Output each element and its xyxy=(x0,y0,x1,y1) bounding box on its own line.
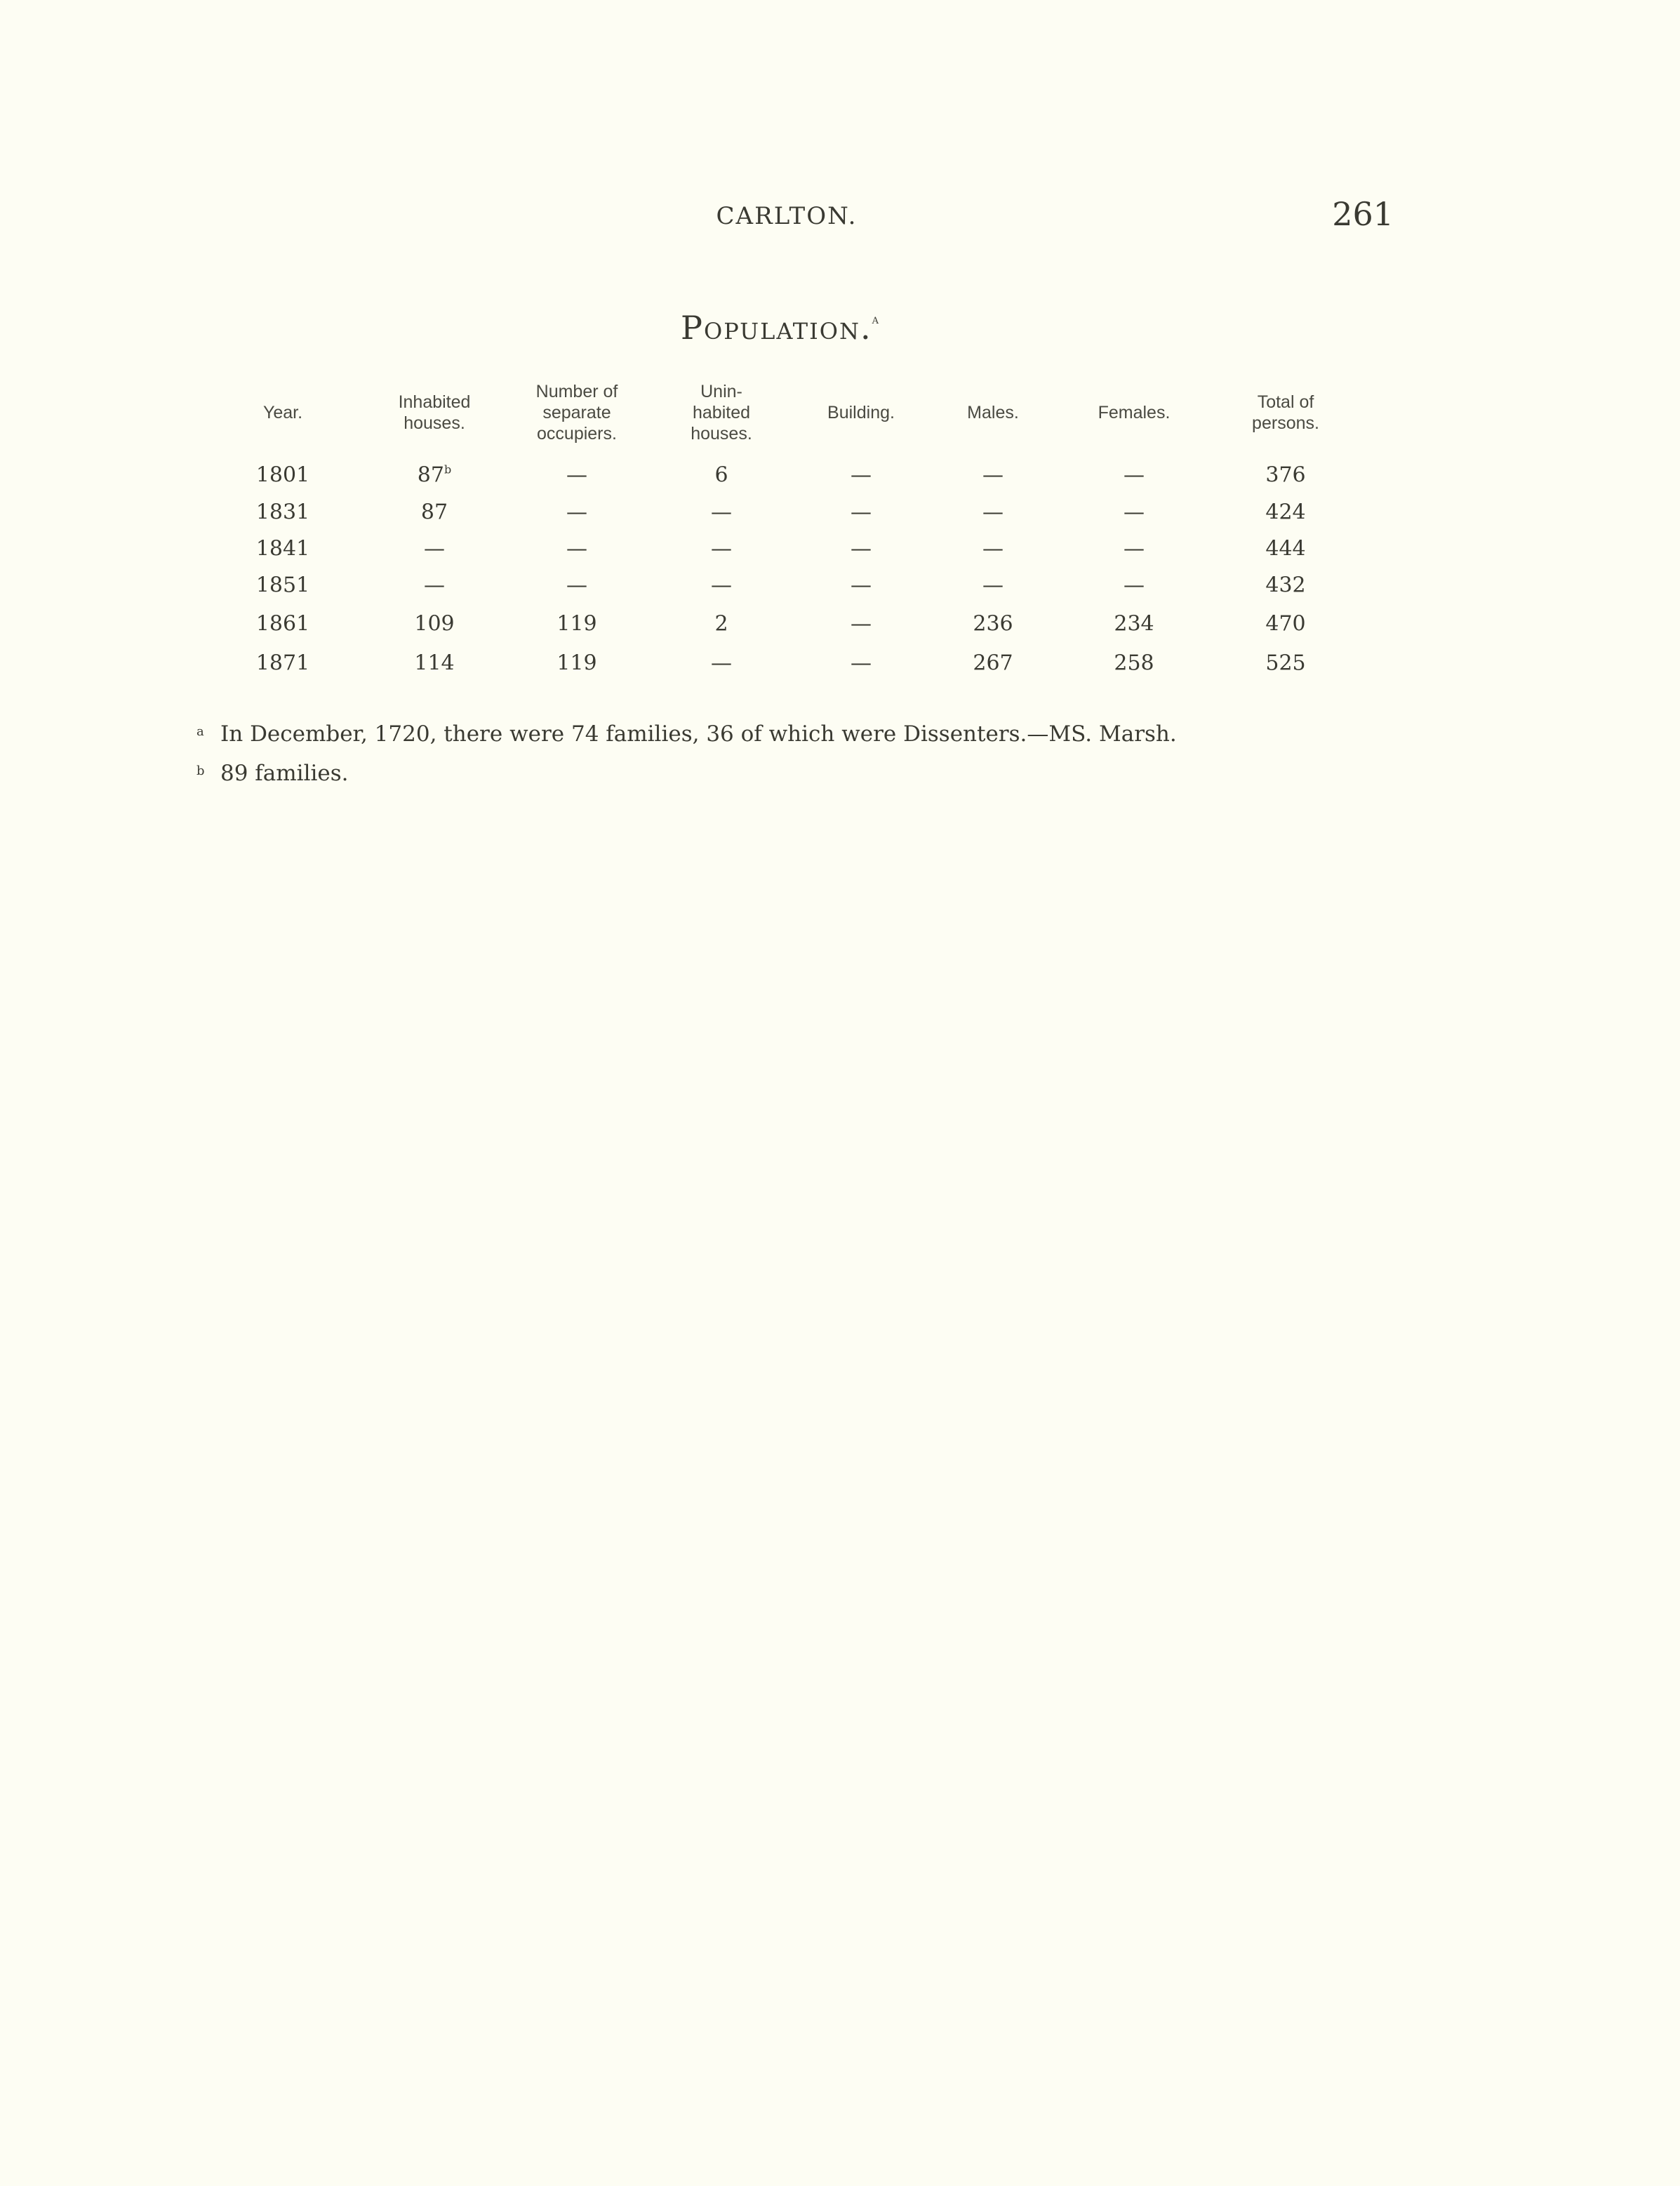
table-cell: — xyxy=(711,573,732,598)
table-cell: 87 xyxy=(420,500,448,525)
table-cell: — xyxy=(982,536,1004,561)
footnote-b: 89 families. xyxy=(220,761,349,786)
title-footnote-mark: a xyxy=(872,312,880,327)
table-cell: — xyxy=(1124,500,1145,525)
column-header: Females. xyxy=(1098,403,1171,422)
table-title-text: Population. xyxy=(681,309,872,347)
table-cell: — xyxy=(1124,573,1145,598)
table-cell: — xyxy=(1124,536,1145,561)
page-number: 261 xyxy=(1332,195,1394,233)
table-cell: 87$^b$ xyxy=(417,462,452,488)
table-cell: — xyxy=(566,573,587,598)
column-header: Unin- habited houses. xyxy=(691,382,752,444)
table-cell: 234 xyxy=(1114,611,1154,637)
table-cell: 424 xyxy=(1265,500,1306,525)
column-header: Inhabited houses. xyxy=(398,392,471,433)
table-cell: — xyxy=(566,462,587,488)
table-cell: — xyxy=(424,536,445,561)
column-header: Total of persons. xyxy=(1252,392,1319,433)
table-cell: 432 xyxy=(1265,573,1306,598)
table-cell: 376 xyxy=(1265,462,1306,488)
column-header: Year. xyxy=(262,403,303,422)
table-cell: 470 xyxy=(1265,611,1306,637)
year-cell: 1831 xyxy=(255,500,310,525)
column-header: Males. xyxy=(967,403,1019,422)
table-cell: — xyxy=(711,536,732,561)
table-cell: — xyxy=(1124,462,1145,488)
running-title: CARLTON. xyxy=(716,202,858,230)
table-cell: 267 xyxy=(973,651,1013,676)
column-header: Number of separate occupiers. xyxy=(535,382,618,444)
year-cell: 1841 xyxy=(255,536,310,561)
column-header: Building. xyxy=(827,403,895,422)
table-cell: 525 xyxy=(1265,651,1306,676)
year-cell: 1861 xyxy=(255,611,310,637)
table-cell: 2 xyxy=(714,611,728,637)
table-cell: 109 xyxy=(414,611,455,637)
table-cell: — xyxy=(566,500,587,525)
footnote-mark-b: b xyxy=(196,764,205,778)
table-cell: 119 xyxy=(556,651,597,676)
table-cell: — xyxy=(424,573,445,598)
table-cell: 114 xyxy=(414,651,455,676)
table-cell: 258 xyxy=(1114,651,1154,676)
table-cell: 444 xyxy=(1265,536,1306,561)
footnote-mark-a: a xyxy=(196,724,204,739)
table-cell: — xyxy=(851,536,872,561)
cell-footnote-mark: b xyxy=(444,462,452,476)
table-cell: 6 xyxy=(714,462,728,488)
table-cell: — xyxy=(982,462,1004,488)
year-cell: 1851 xyxy=(255,573,310,598)
table-cell: — xyxy=(711,651,732,676)
table-cell: — xyxy=(851,573,872,598)
table-cell: — xyxy=(851,500,872,525)
table-cell: 236 xyxy=(973,611,1013,637)
table-cell: — xyxy=(982,500,1004,525)
year-cell: 1871 xyxy=(255,651,310,676)
year-cell: 1801 xyxy=(255,462,310,488)
table-cell: — xyxy=(982,573,1004,598)
table-cell: — xyxy=(711,500,732,525)
table-cell: 119 xyxy=(556,611,597,637)
table-cell: — xyxy=(851,651,872,676)
table-cell: — xyxy=(566,536,587,561)
table-cell: — xyxy=(851,611,872,637)
table-title xyxy=(681,309,880,347)
footnote-a: In December, 1720, there were 74 families, 36 of which were Dissenters.—MS. Marsh. xyxy=(220,721,1177,747)
table-cell: — xyxy=(851,462,872,488)
